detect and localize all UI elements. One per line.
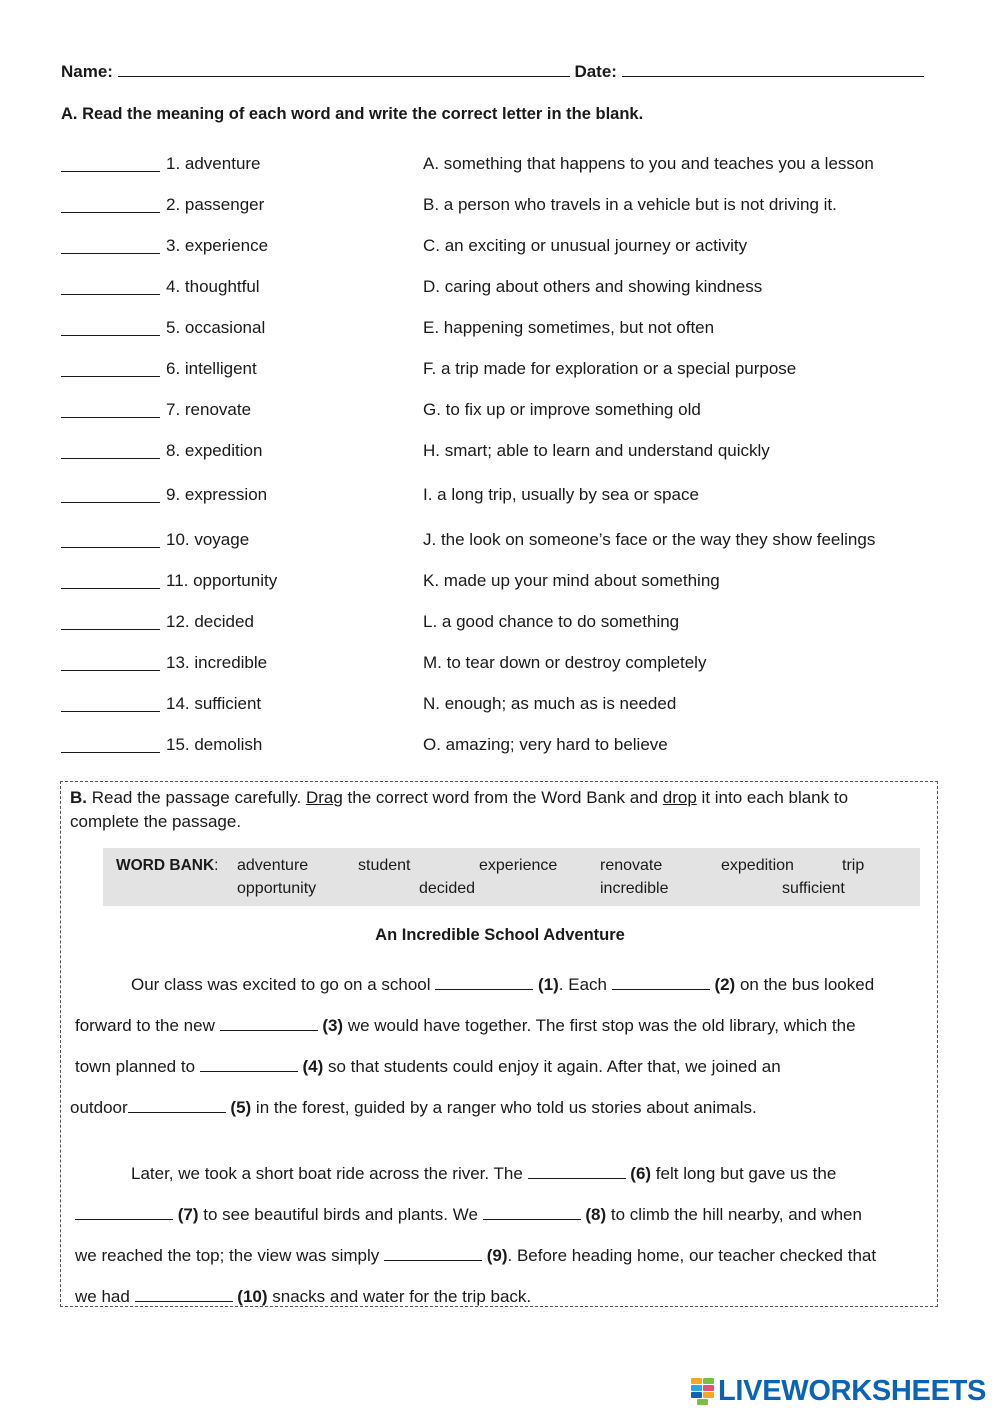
drop-blank[interactable] <box>612 974 710 990</box>
date-label: Date: <box>574 62 617 81</box>
term: 1. adventure <box>166 154 261 173</box>
term: 4. thoughtful <box>166 277 260 296</box>
drop-blank[interactable] <box>435 974 533 990</box>
passage-text: Later, we took a short boat ride across the river. The <box>131 1164 528 1183</box>
match-row <box>61 400 941 430</box>
passage-line <box>75 1286 531 1307</box>
header-line <box>61 62 931 82</box>
match-row <box>61 485 941 515</box>
liveworksheets-logo-icon <box>691 1378 715 1404</box>
instruction-text: it into each blank to complete the passage. <box>70 788 849 831</box>
word-bank-item[interactable]: trip <box>842 857 865 874</box>
date-blank[interactable] <box>622 62 924 77</box>
term: 3. experience <box>166 236 269 255</box>
passage-line <box>75 1015 856 1036</box>
answer-blank[interactable] <box>61 547 160 548</box>
term: 6. intelligent <box>166 359 257 378</box>
passage-text: we would have together. The first stop was the old library, which the <box>343 1016 856 1035</box>
definition: C. an exciting or unusual journey or activity <box>423 236 748 255</box>
term: 11. opportunity <box>166 571 278 590</box>
passage-text: on the bus looked <box>735 975 875 994</box>
passage-text: in the forest, guided by a ranger who told us stories about animals. <box>251 1098 757 1117</box>
term: 14. sufficient <box>166 694 262 713</box>
definition: M. to tear down or destroy completely <box>423 653 707 672</box>
passage-text: . Before heading home, our teacher checked that <box>507 1246 877 1265</box>
blank-number: (8) <box>585 1205 607 1224</box>
definition: H. smart; able to learn and understand quickly <box>423 441 770 460</box>
section-b-label: B. <box>70 788 87 807</box>
blank-number: (10) <box>237 1287 268 1306</box>
term: 2. passenger <box>166 195 265 214</box>
answer-blank[interactable] <box>61 458 160 459</box>
drag-word: Drag <box>305 788 343 807</box>
blank-number: (7) <box>177 1205 199 1224</box>
blank-number: (3) <box>322 1016 344 1035</box>
word-bank-item[interactable]: adventure <box>237 857 309 874</box>
name-blank[interactable] <box>118 62 570 77</box>
liveworksheets-logo-text: LIVEWORKSHEETS <box>718 1374 987 1407</box>
word-bank-colon: : <box>214 857 219 874</box>
passage-text: we had <box>75 1287 135 1306</box>
term: 5. occasional <box>166 318 266 337</box>
match-row <box>61 612 941 642</box>
definition: B. a person who travels in a vehicle but is not driving it. <box>423 195 837 214</box>
drop-blank[interactable] <box>135 1286 233 1302</box>
passage-text: so that students could enjoy it again. After that, we joined an <box>323 1057 781 1076</box>
term: 15. demolish <box>166 735 263 754</box>
drop-blank[interactable] <box>483 1204 581 1220</box>
passage-line <box>70 1097 757 1118</box>
drop-blank[interactable] <box>75 1204 173 1220</box>
drop-blank[interactable] <box>200 1056 298 1072</box>
story-title: An Incredible School Adventure <box>375 926 625 944</box>
answer-blank[interactable] <box>61 670 160 671</box>
instruction-text: Read the passage carefully. <box>87 788 306 807</box>
word-bank-item[interactable]: incredible <box>600 880 669 897</box>
answer-blank[interactable] <box>61 171 160 172</box>
answer-blank[interactable] <box>61 711 160 712</box>
passage-line <box>75 1204 862 1225</box>
blank-number: (6) <box>630 1164 652 1183</box>
drop-blank[interactable] <box>220 1015 318 1031</box>
word-bank-item[interactable]: student <box>358 857 411 874</box>
match-row <box>61 277 941 307</box>
passage-text: we reached the top; the view was simply <box>75 1246 384 1265</box>
section-a-title: A. Read the meaning of each word and write the correct letter in the blank. <box>61 105 644 123</box>
definition: F. a trip made for exploration or a special purpose <box>423 359 797 378</box>
section-b-instructions <box>70 786 920 834</box>
blank-number: (2) <box>714 975 736 994</box>
answer-blank[interactable] <box>61 335 160 336</box>
answer-blank[interactable] <box>61 212 160 213</box>
match-row <box>61 694 941 724</box>
answer-blank[interactable] <box>61 588 160 589</box>
match-row <box>61 359 941 389</box>
answer-blank[interactable] <box>61 253 160 254</box>
match-row <box>61 653 941 683</box>
passage-line <box>75 1245 876 1266</box>
drop-blank[interactable] <box>384 1245 482 1261</box>
answer-blank[interactable] <box>61 417 160 418</box>
passage-text: Our class was excited to go on a school <box>131 975 436 994</box>
match-row <box>61 530 941 560</box>
answer-blank[interactable] <box>61 376 160 377</box>
word-bank-item[interactable]: renovate <box>600 857 663 874</box>
word-bank-item[interactable]: sufficient <box>782 880 845 897</box>
section-b-box <box>60 781 938 1307</box>
passage-text: to climb the hill nearby, and when <box>606 1205 862 1224</box>
definition: L. a good chance to do something <box>423 612 680 631</box>
word-bank-item[interactable]: opportunity <box>237 880 317 897</box>
definition: N. enough; as much as is needed <box>423 694 677 713</box>
drop-blank[interactable] <box>528 1163 626 1179</box>
term: 8. expedition <box>166 441 263 460</box>
answer-blank[interactable] <box>61 752 160 753</box>
passage-text: . Each <box>558 975 612 994</box>
passage-line <box>131 974 874 995</box>
match-row <box>61 571 941 601</box>
term: 7. renovate <box>166 400 252 419</box>
name-label: Name: <box>61 62 113 81</box>
match-row <box>61 318 941 348</box>
blank-number: (9) <box>486 1246 508 1265</box>
match-row <box>61 735 941 765</box>
match-row <box>61 441 941 471</box>
answer-blank[interactable] <box>61 629 160 630</box>
passage-text: felt long but gave us the <box>651 1164 837 1183</box>
definition: D. caring about others and showing kindness <box>423 277 763 296</box>
blank-number: (4) <box>302 1057 324 1076</box>
match-row <box>61 195 941 225</box>
term: 9. expression <box>166 485 268 504</box>
term: 12. decided <box>166 612 254 631</box>
instruction-text: the correct word from the Word Bank and <box>342 788 663 807</box>
definition: J. the look on someone’s face or the way they show feelings <box>423 530 876 549</box>
definition: O. amazing; very hard to believe <box>423 735 668 754</box>
blank-number: (1) <box>538 975 559 994</box>
passage-line <box>75 1056 781 1077</box>
word-bank-title: WORD BANK <box>116 857 215 874</box>
term: 13. incredible <box>166 653 268 672</box>
definition: G. to fix up or improve something old <box>423 400 701 419</box>
passage-line <box>131 1163 836 1184</box>
word-bank-item[interactable]: expedition <box>721 857 794 874</box>
match-row <box>61 236 941 266</box>
passage-text: to see beautiful birds and plants. We <box>198 1205 483 1224</box>
passage-text: town planned to <box>75 1057 200 1076</box>
drop-blank[interactable] <box>128 1097 226 1113</box>
answer-blank[interactable] <box>61 502 160 503</box>
word-bank-item[interactable]: decided <box>419 880 476 897</box>
definition: I. a long trip, usually by sea or space <box>423 485 699 504</box>
definition: E. happening sometimes, but not often <box>423 318 715 337</box>
word-bank-item[interactable]: experience <box>479 857 558 874</box>
drop-word: drop <box>662 788 697 807</box>
definition: K. made up your mind about something <box>423 571 720 590</box>
match-row <box>61 154 941 184</box>
passage-text: snacks and water for the trip back. <box>267 1287 532 1306</box>
passage-text: forward to the new <box>75 1016 220 1035</box>
passage-text: outdoor <box>70 1098 128 1117</box>
term: 10. voyage <box>166 530 250 549</box>
liveworksheets-logo <box>691 1374 986 1408</box>
definition: A. something that happens to you and teaches you a lesson <box>423 154 874 173</box>
word-bank-label <box>116 857 218 875</box>
word-bank <box>103 848 920 906</box>
blank-number: (5) <box>230 1098 252 1117</box>
answer-blank[interactable] <box>61 294 160 295</box>
